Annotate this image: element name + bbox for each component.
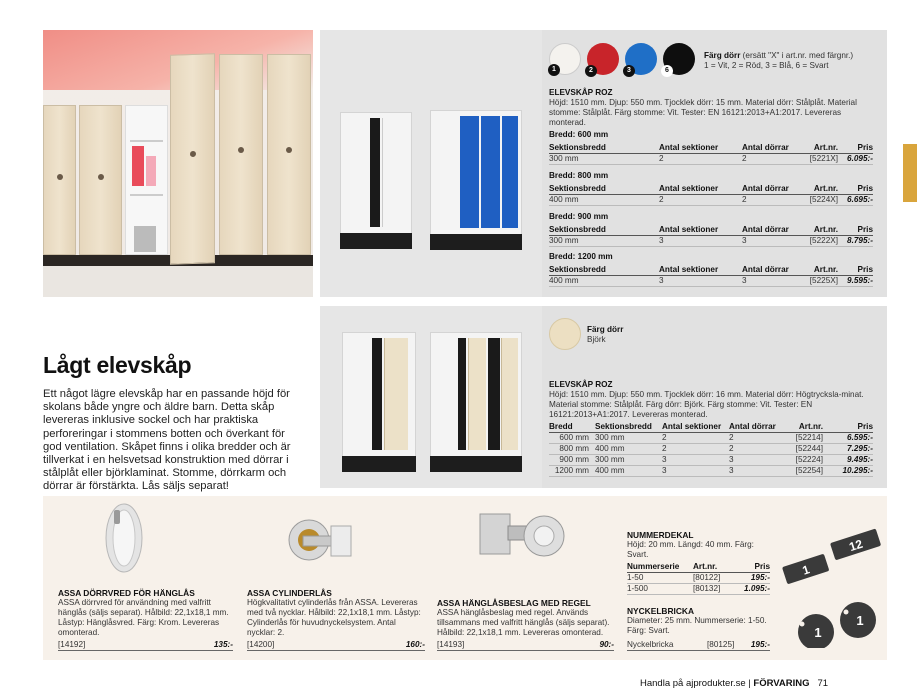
- color-legend: Färg dörr (ersätt "X" i art.nr. med färgnr.) 1 = Vit, 2 = Röd, 3 = Blå, 6 = Svart: [704, 51, 854, 70]
- color-swatch-blue: 3: [625, 43, 657, 75]
- svg-text:12: 12: [847, 536, 865, 555]
- color-swatch-birch: [549, 318, 581, 350]
- hasp-image: [478, 510, 568, 564]
- page-footer: Handla på ajprodukter.se | FÖRVARING 71: [640, 678, 829, 689]
- roz-steel-image: [320, 30, 542, 297]
- roz2-table: Bredd Sektionsbredd Antal sektioner Antal dörrar Art.nr. Pris 600 mm 300 mm 2 2 [52214] 6.595:- 800 mm 400 mm 2 2 [52244] 7.295:- 900 mm 300 mm 3 3 [52224] 9.495:- 1200 mm 400 mm 3 3 [52254] 10.295:-: [549, 422, 873, 475]
- roz1-group-600: Bredd: 600 mm Sektionsbredd Antal sektioner Antal dörrar Art.nr. Pris 300 mm 2 2 [5221X] 6.095:-: [549, 130, 873, 163]
- color-swatch-red: 2: [587, 43, 619, 75]
- roz2-info: ELEVSKÅP ROZ Höjd: 1510 mm. Djup: 550 mm. Tjocklek dörr: 16 mm. Material dörr: Högtrycksla-minat. Material stomme: Stålplåt. Färg dörr: Björk. Färg stomme: Vit. Tester: EN 16121:2013+A1:2017. Levereras monterad.: [549, 380, 864, 419]
- svg-text:1: 1: [800, 562, 812, 578]
- price-line-assa-cylinder: [14200] 160:-: [247, 640, 425, 649]
- cylinder-lock-image: [287, 512, 357, 570]
- product-assa-cylinder: ASSA CYLINDERLÅS Högkvalitativt cylinderlås från ASSA. Levereras med två nycklar. Hålbild: 22,1x18,1 mm. Låstyp: Cylinderlås för huvudnyckelsystem. Antal nycklar: 2.: [247, 588, 421, 637]
- door-handle-image: [100, 500, 150, 576]
- product-assa-hasp: ASSA HÄNGLÅSBESLAG MED REGEL ASSA hänglåsbeslag med regel. Används tillsammans med valfritt hänglås (säljs separat). Hålbild: 22,1x18,1 mm. Levereras omonterad.: [437, 598, 610, 637]
- product-nyckelbricka: NYCKELBRICKA Diameter: 25 mm. Nummerserie: 1-50. Färg: Svart.: [627, 606, 767, 635]
- product-assa-handle: ASSA DÖRRVRED FÖR HÄNGLÅS ASSA dörrvred för användning med valfritt hänglås (säljs separat). Hålbild: 22,1x18,1 mm. Låstyp: Hänglåsvred. Färg: Krom. Levereras omonterad.: [58, 588, 229, 637]
- roz1-group-900: Bredd: 900 mm Sektionsbredd Antal sektioner Antal dörrar Art.nr. Pris 300 mm 3 3 [5222X] 8.795:-: [549, 212, 873, 245]
- roz1-group-1200: Bredd: 1200 mm Sektionsbredd Antal sektioner Antal dörrar Art.nr. Pris 400 mm 3 3 [5225X] 9.595:-: [549, 252, 873, 285]
- tags-image: [776, 528, 884, 648]
- price-line-nyckelbricka: Nyckelbricka [80125] 195:-: [627, 640, 770, 649]
- price-line-assa-hasp: [14193] 90:-: [437, 640, 614, 649]
- hero-photo: [43, 30, 313, 297]
- svg-text:1: 1: [856, 613, 864, 628]
- roz1-info: ELEVSKÅP ROZ Höjd: 1510 mm. Djup: 550 mm. Tjocklek dörr: 15 mm. Material dörr: Stålplåt. Material stomme: Stålplåt. Färg stomme: Vit. Tester: EN 16121:2013+A1:2017. Levereras monterad.: [549, 88, 857, 127]
- color-swatch-black: 6: [663, 43, 695, 75]
- color-swatch-white: 1: [549, 43, 581, 75]
- page-title: Lågt elevskåp: [43, 352, 192, 378]
- product-nummerdekal: NUMMERDEKAL Höjd: 20 mm. Längd: 40 mm. Färg: Svart. Nummerserie Art.nr. Pris 1-50 [80122] 195:- 1-500 [80132] 1.095:-: [627, 530, 770, 593]
- price-line-assa-handle: [14192] 135:-: [58, 640, 233, 649]
- roz-birch-image: [320, 306, 542, 488]
- birch-color-label: Färg dörr Björk: [587, 325, 624, 344]
- section-tab: [903, 144, 917, 202]
- intro-text: Ett något lägre elevskåp har en passande höjd för skolans både yngre och äldre barn. Detta skåp levereras inklusive sockel och har praktiska perforeringar i stommens botten och överkant för god ventilation. Skåpet finns i olika bredder och är tillverkat i en helsvetsad konstruktion med dörrar i stålplåt eller björklaminat. Stomme, dörrkarm och dörrar är förstärkta. Lås säljs separat!: [43, 388, 291, 493]
- svg-text:1: 1: [814, 625, 822, 640]
- roz1-group-800: Bredd: 800 mm Sektionsbredd Antal sektioner Antal dörrar Art.nr. Pris 400 mm 2 2 [5224X] 6.695:-: [549, 171, 873, 204]
